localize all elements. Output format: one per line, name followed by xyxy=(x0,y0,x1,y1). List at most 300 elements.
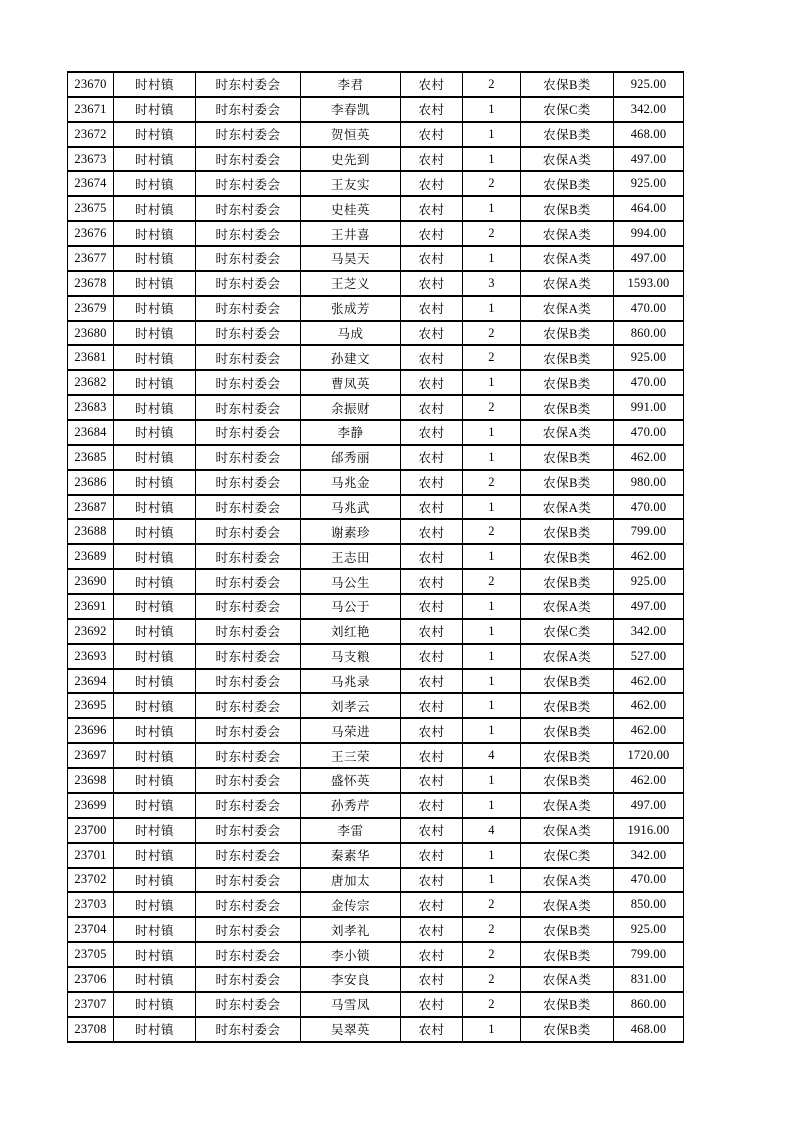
cell-amount: 468.00 xyxy=(614,122,684,147)
table-row xyxy=(68,445,684,470)
cell-village: 时东村委会 xyxy=(196,395,301,420)
table-row xyxy=(68,594,684,619)
cell-serial: 23690 xyxy=(68,569,114,594)
cell-category: 农村 xyxy=(401,594,463,619)
cell-category: 农村 xyxy=(401,917,463,942)
cell-count: 1 xyxy=(463,693,521,718)
cell-town: 时村镇 xyxy=(114,519,196,544)
cell-name: 秦素华 xyxy=(301,843,401,868)
cell-serial: 23688 xyxy=(68,519,114,544)
cell-serial: 23675 xyxy=(68,196,114,221)
cell-village: 时东村委会 xyxy=(196,992,301,1017)
cell-count: 1 xyxy=(463,669,521,694)
table-row xyxy=(68,519,684,544)
cell-serial: 23703 xyxy=(68,892,114,917)
cell-category: 农村 xyxy=(401,619,463,644)
table-row xyxy=(68,544,684,569)
cell-serial: 23700 xyxy=(68,818,114,843)
cell-category: 农村 xyxy=(401,793,463,818)
cell-type: 农保B类 xyxy=(521,395,614,420)
records-table xyxy=(67,71,684,1043)
cell-count: 1 xyxy=(463,768,521,793)
cell-amount: 925.00 xyxy=(614,345,684,370)
cell-category: 农村 xyxy=(401,470,463,495)
cell-amount: 497.00 xyxy=(614,594,684,619)
table-row xyxy=(68,942,684,967)
cell-village: 时东村委会 xyxy=(196,470,301,495)
cell-name: 史先到 xyxy=(301,147,401,172)
cell-serial: 23677 xyxy=(68,246,114,271)
cell-town: 时村镇 xyxy=(114,97,196,122)
cell-count: 1 xyxy=(463,296,521,321)
cell-type: 农保A类 xyxy=(521,296,614,321)
cell-town: 时村镇 xyxy=(114,793,196,818)
cell-name: 马荣进 xyxy=(301,718,401,743)
cell-village: 时东村委会 xyxy=(196,669,301,694)
cell-serial: 23691 xyxy=(68,594,114,619)
cell-count: 1 xyxy=(463,594,521,619)
cell-name: 马雪凤 xyxy=(301,992,401,1017)
cell-serial: 23696 xyxy=(68,718,114,743)
table-row xyxy=(68,345,684,370)
cell-village: 时东村委会 xyxy=(196,370,301,395)
cell-town: 时村镇 xyxy=(114,221,196,246)
table-row xyxy=(68,246,684,271)
cell-town: 时村镇 xyxy=(114,743,196,768)
cell-name: 孙秀芹 xyxy=(301,793,401,818)
cell-serial: 23676 xyxy=(68,221,114,246)
cell-count: 1 xyxy=(463,718,521,743)
cell-count: 2 xyxy=(463,171,521,196)
cell-name: 唐加太 xyxy=(301,868,401,893)
cell-type: 农保A类 xyxy=(521,594,614,619)
cell-amount: 470.00 xyxy=(614,420,684,445)
cell-amount: 925.00 xyxy=(614,569,684,594)
cell-category: 农村 xyxy=(401,147,463,172)
table-row xyxy=(68,743,684,768)
cell-count: 3 xyxy=(463,271,521,296)
table-row xyxy=(68,768,684,793)
cell-amount: 342.00 xyxy=(614,843,684,868)
cell-amount: 497.00 xyxy=(614,147,684,172)
cell-amount: 860.00 xyxy=(614,992,684,1017)
cell-type: 农保B类 xyxy=(521,321,614,346)
cell-name: 刘红艳 xyxy=(301,619,401,644)
table-row xyxy=(68,669,684,694)
cell-serial: 23698 xyxy=(68,768,114,793)
cell-village: 时东村委会 xyxy=(196,892,301,917)
cell-serial: 23689 xyxy=(68,544,114,569)
cell-town: 时村镇 xyxy=(114,818,196,843)
cell-type: 农保B类 xyxy=(521,171,614,196)
cell-amount: 470.00 xyxy=(614,868,684,893)
cell-serial: 23679 xyxy=(68,296,114,321)
cell-name: 李君 xyxy=(301,72,401,97)
cell-town: 时村镇 xyxy=(114,693,196,718)
cell-town: 时村镇 xyxy=(114,470,196,495)
cell-type: 农保B类 xyxy=(521,544,614,569)
cell-town: 时村镇 xyxy=(114,370,196,395)
cell-name: 王井喜 xyxy=(301,221,401,246)
cell-count: 1 xyxy=(463,147,521,172)
cell-name: 马兆录 xyxy=(301,669,401,694)
cell-serial: 23681 xyxy=(68,345,114,370)
cell-count: 4 xyxy=(463,818,521,843)
cell-serial: 23684 xyxy=(68,420,114,445)
cell-type: 农保A类 xyxy=(521,868,614,893)
cell-type: 农保A类 xyxy=(521,420,614,445)
cell-village: 时东村委会 xyxy=(196,321,301,346)
cell-name: 王志田 xyxy=(301,544,401,569)
cell-serial: 23702 xyxy=(68,868,114,893)
cell-type: 农保A类 xyxy=(521,246,614,271)
cell-serial: 23686 xyxy=(68,470,114,495)
cell-type: 农保B类 xyxy=(521,196,614,221)
cell-type: 农保A类 xyxy=(521,818,614,843)
cell-amount: 527.00 xyxy=(614,644,684,669)
cell-category: 农村 xyxy=(401,868,463,893)
cell-category: 农村 xyxy=(401,693,463,718)
cell-town: 时村镇 xyxy=(114,917,196,942)
cell-town: 时村镇 xyxy=(114,644,196,669)
cell-amount: 497.00 xyxy=(614,246,684,271)
table-row xyxy=(68,693,684,718)
cell-name: 曹凤英 xyxy=(301,370,401,395)
cell-category: 农村 xyxy=(401,718,463,743)
cell-village: 时东村委会 xyxy=(196,97,301,122)
cell-town: 时村镇 xyxy=(114,147,196,172)
cell-town: 时村镇 xyxy=(114,420,196,445)
cell-count: 1 xyxy=(463,495,521,520)
cell-village: 时东村委会 xyxy=(196,693,301,718)
cell-amount: 991.00 xyxy=(614,395,684,420)
cell-category: 农村 xyxy=(401,420,463,445)
cell-village: 时东村委会 xyxy=(196,868,301,893)
cell-town: 时村镇 xyxy=(114,271,196,296)
cell-category: 农村 xyxy=(401,246,463,271)
cell-category: 农村 xyxy=(401,221,463,246)
cell-serial: 23704 xyxy=(68,917,114,942)
cell-village: 时东村委会 xyxy=(196,445,301,470)
cell-serial: 23683 xyxy=(68,395,114,420)
cell-name: 史桂英 xyxy=(301,196,401,221)
cell-serial: 23674 xyxy=(68,171,114,196)
cell-category: 农村 xyxy=(401,196,463,221)
cell-name: 马成 xyxy=(301,321,401,346)
cell-name: 李春凯 xyxy=(301,97,401,122)
cell-count: 2 xyxy=(463,519,521,544)
cell-name: 贺恒英 xyxy=(301,122,401,147)
table-row xyxy=(68,221,684,246)
cell-type: 农保B类 xyxy=(521,470,614,495)
table-row xyxy=(68,992,684,1017)
cell-village: 时东村委会 xyxy=(196,122,301,147)
table-row xyxy=(68,296,684,321)
cell-serial: 23672 xyxy=(68,122,114,147)
cell-category: 农村 xyxy=(401,569,463,594)
cell-name: 李小锁 xyxy=(301,942,401,967)
cell-name: 马公生 xyxy=(301,569,401,594)
cell-village: 时东村委会 xyxy=(196,644,301,669)
cell-amount: 994.00 xyxy=(614,221,684,246)
cell-type: 农保B类 xyxy=(521,917,614,942)
cell-count: 1 xyxy=(463,97,521,122)
cell-town: 时村镇 xyxy=(114,569,196,594)
cell-name: 孙建文 xyxy=(301,345,401,370)
cell-category: 农村 xyxy=(401,644,463,669)
cell-amount: 925.00 xyxy=(614,72,684,97)
cell-town: 时村镇 xyxy=(114,967,196,992)
cell-count: 2 xyxy=(463,395,521,420)
table-row xyxy=(68,122,684,147)
table-row xyxy=(68,196,684,221)
cell-amount: 799.00 xyxy=(614,519,684,544)
cell-amount: 1593.00 xyxy=(614,271,684,296)
cell-amount: 470.00 xyxy=(614,296,684,321)
cell-count: 1 xyxy=(463,246,521,271)
cell-category: 农村 xyxy=(401,271,463,296)
cell-category: 农村 xyxy=(401,171,463,196)
cell-count: 1 xyxy=(463,619,521,644)
cell-town: 时村镇 xyxy=(114,619,196,644)
cell-serial: 23680 xyxy=(68,321,114,346)
cell-amount: 831.00 xyxy=(614,967,684,992)
cell-village: 时东村委会 xyxy=(196,942,301,967)
cell-type: 农保A类 xyxy=(521,495,614,520)
cell-name: 马兆武 xyxy=(301,495,401,520)
cell-type: 农保B类 xyxy=(521,768,614,793)
table-row xyxy=(68,917,684,942)
cell-town: 时村镇 xyxy=(114,122,196,147)
cell-amount: 925.00 xyxy=(614,171,684,196)
cell-amount: 342.00 xyxy=(614,619,684,644)
cell-serial: 23678 xyxy=(68,271,114,296)
cell-name: 刘孝礼 xyxy=(301,917,401,942)
table-row xyxy=(68,569,684,594)
cell-type: 农保B类 xyxy=(521,569,614,594)
table-row xyxy=(68,147,684,172)
cell-town: 时村镇 xyxy=(114,669,196,694)
cell-amount: 799.00 xyxy=(614,942,684,967)
cell-amount: 1720.00 xyxy=(614,743,684,768)
cell-name: 王友实 xyxy=(301,171,401,196)
cell-amount: 462.00 xyxy=(614,669,684,694)
cell-town: 时村镇 xyxy=(114,868,196,893)
cell-serial: 23670 xyxy=(68,72,114,97)
records-tbody xyxy=(68,72,684,1042)
cell-count: 2 xyxy=(463,942,521,967)
cell-count: 1 xyxy=(463,122,521,147)
cell-type: 农保C类 xyxy=(521,97,614,122)
cell-town: 时村镇 xyxy=(114,321,196,346)
cell-town: 时村镇 xyxy=(114,718,196,743)
cell-name: 余振财 xyxy=(301,395,401,420)
cell-serial: 23701 xyxy=(68,843,114,868)
cell-type: 农保A类 xyxy=(521,644,614,669)
cell-town: 时村镇 xyxy=(114,72,196,97)
cell-count: 4 xyxy=(463,743,521,768)
cell-village: 时东村委会 xyxy=(196,917,301,942)
cell-village: 时东村委会 xyxy=(196,1017,301,1042)
cell-amount: 497.00 xyxy=(614,793,684,818)
cell-type: 农保A类 xyxy=(521,967,614,992)
cell-name: 李静 xyxy=(301,420,401,445)
cell-name: 李安良 xyxy=(301,967,401,992)
cell-name: 金传宗 xyxy=(301,892,401,917)
cell-count: 2 xyxy=(463,892,521,917)
cell-name: 马兆金 xyxy=(301,470,401,495)
table-row xyxy=(68,72,684,97)
cell-serial: 23705 xyxy=(68,942,114,967)
cell-village: 时东村委会 xyxy=(196,843,301,868)
table-row xyxy=(68,892,684,917)
table-row xyxy=(68,470,684,495)
cell-type: 农保A类 xyxy=(521,147,614,172)
cell-type: 农保B类 xyxy=(521,345,614,370)
cell-amount: 470.00 xyxy=(614,370,684,395)
cell-amount: 925.00 xyxy=(614,917,684,942)
cell-amount: 980.00 xyxy=(614,470,684,495)
cell-category: 农村 xyxy=(401,669,463,694)
cell-amount: 464.00 xyxy=(614,196,684,221)
cell-village: 时东村委会 xyxy=(196,544,301,569)
table-row xyxy=(68,967,684,992)
cell-town: 时村镇 xyxy=(114,544,196,569)
table-row xyxy=(68,793,684,818)
cell-village: 时东村委会 xyxy=(196,818,301,843)
cell-count: 1 xyxy=(463,544,521,569)
cell-type: 农保A类 xyxy=(521,892,614,917)
cell-serial: 23687 xyxy=(68,495,114,520)
cell-serial: 23693 xyxy=(68,644,114,669)
cell-town: 时村镇 xyxy=(114,445,196,470)
cell-serial: 23694 xyxy=(68,669,114,694)
cell-count: 2 xyxy=(463,72,521,97)
table-row xyxy=(68,271,684,296)
cell-town: 时村镇 xyxy=(114,296,196,321)
cell-type: 农保A类 xyxy=(521,221,614,246)
cell-count: 2 xyxy=(463,321,521,346)
cell-count: 1 xyxy=(463,843,521,868)
cell-serial: 23708 xyxy=(68,1017,114,1042)
cell-village: 时东村委会 xyxy=(196,519,301,544)
cell-name: 盛怀英 xyxy=(301,768,401,793)
cell-count: 1 xyxy=(463,196,521,221)
cell-village: 时东村委会 xyxy=(196,345,301,370)
cell-type: 农保B类 xyxy=(521,942,614,967)
cell-village: 时东村委会 xyxy=(196,495,301,520)
cell-village: 时东村委会 xyxy=(196,569,301,594)
table-row xyxy=(68,420,684,445)
cell-village: 时东村委会 xyxy=(196,72,301,97)
table-row xyxy=(68,97,684,122)
cell-village: 时东村委会 xyxy=(196,147,301,172)
cell-town: 时村镇 xyxy=(114,196,196,221)
cell-serial: 23671 xyxy=(68,97,114,122)
cell-category: 农村 xyxy=(401,370,463,395)
cell-count: 2 xyxy=(463,221,521,246)
table-row xyxy=(68,171,684,196)
cell-village: 时东村委会 xyxy=(196,967,301,992)
cell-town: 时村镇 xyxy=(114,395,196,420)
cell-type: 农保B类 xyxy=(521,669,614,694)
cell-village: 时东村委会 xyxy=(196,196,301,221)
cell-amount: 462.00 xyxy=(614,768,684,793)
cell-village: 时东村委会 xyxy=(196,619,301,644)
cell-count: 1 xyxy=(463,793,521,818)
cell-type: 农保C类 xyxy=(521,843,614,868)
cell-village: 时东村委会 xyxy=(196,718,301,743)
cell-village: 时东村委会 xyxy=(196,743,301,768)
cell-count: 1 xyxy=(463,445,521,470)
cell-town: 时村镇 xyxy=(114,768,196,793)
cell-village: 时东村委会 xyxy=(196,594,301,619)
cell-serial: 23685 xyxy=(68,445,114,470)
cell-name: 马昊天 xyxy=(301,246,401,271)
table-row xyxy=(68,395,684,420)
cell-category: 农村 xyxy=(401,495,463,520)
table-row xyxy=(68,818,684,843)
cell-amount: 1916.00 xyxy=(614,818,684,843)
cell-name: 马公于 xyxy=(301,594,401,619)
cell-category: 农村 xyxy=(401,122,463,147)
cell-amount: 468.00 xyxy=(614,1017,684,1042)
cell-amount: 860.00 xyxy=(614,321,684,346)
cell-count: 1 xyxy=(463,1017,521,1042)
cell-village: 时东村委会 xyxy=(196,793,301,818)
cell-village: 时东村委会 xyxy=(196,246,301,271)
cell-type: 农保B类 xyxy=(521,693,614,718)
cell-village: 时东村委会 xyxy=(196,221,301,246)
table-row xyxy=(68,718,684,743)
cell-type: 农保A类 xyxy=(521,793,614,818)
cell-category: 农村 xyxy=(401,967,463,992)
cell-amount: 462.00 xyxy=(614,693,684,718)
cell-category: 农村 xyxy=(401,1017,463,1042)
cell-category: 农村 xyxy=(401,892,463,917)
cell-category: 农村 xyxy=(401,768,463,793)
cell-type: 农保B类 xyxy=(521,743,614,768)
cell-village: 时东村委会 xyxy=(196,768,301,793)
table-row xyxy=(68,619,684,644)
cell-town: 时村镇 xyxy=(114,892,196,917)
cell-category: 农村 xyxy=(401,942,463,967)
cell-name: 谢素珍 xyxy=(301,519,401,544)
cell-village: 时东村委会 xyxy=(196,420,301,445)
cell-town: 时村镇 xyxy=(114,246,196,271)
cell-type: 农保B类 xyxy=(521,718,614,743)
cell-count: 2 xyxy=(463,345,521,370)
table-row xyxy=(68,868,684,893)
cell-name: 李雷 xyxy=(301,818,401,843)
cell-category: 农村 xyxy=(401,992,463,1017)
table-row xyxy=(68,495,684,520)
cell-category: 农村 xyxy=(401,395,463,420)
cell-name: 马支粮 xyxy=(301,644,401,669)
cell-category: 农村 xyxy=(401,544,463,569)
cell-amount: 470.00 xyxy=(614,495,684,520)
cell-category: 农村 xyxy=(401,519,463,544)
cell-amount: 462.00 xyxy=(614,445,684,470)
table-row xyxy=(68,644,684,669)
cell-serial: 23707 xyxy=(68,992,114,1017)
cell-count: 2 xyxy=(463,917,521,942)
cell-category: 农村 xyxy=(401,321,463,346)
table-row xyxy=(68,370,684,395)
cell-type: 农保B类 xyxy=(521,1017,614,1042)
cell-serial: 23692 xyxy=(68,619,114,644)
cell-count: 1 xyxy=(463,868,521,893)
